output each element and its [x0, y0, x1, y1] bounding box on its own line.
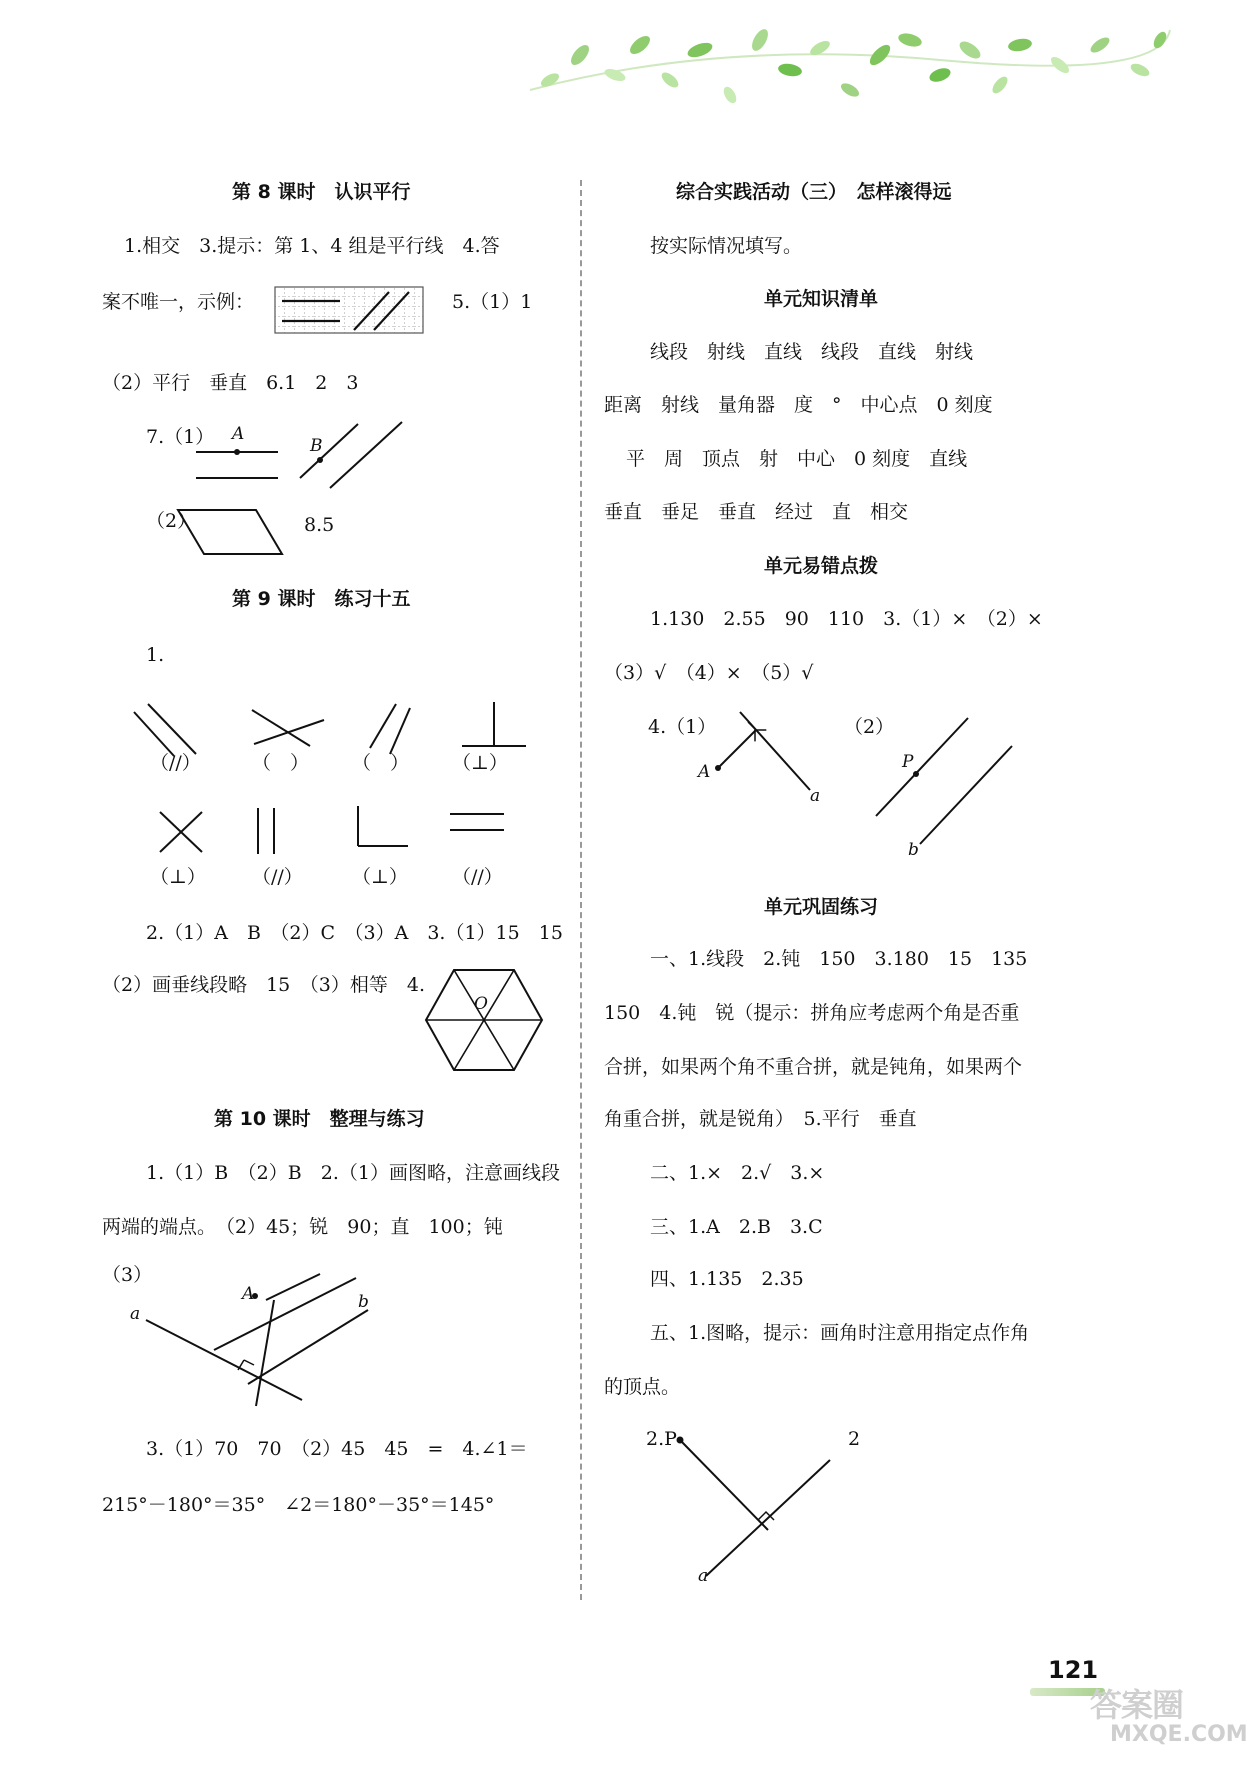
knowledge-row-1: 线段 射线 直线 线段 直线 射线 — [650, 341, 974, 363]
lesson10-line4: 3.（1）70 70 （2）45 45 = 4.∠1＝ — [146, 1438, 528, 1460]
hexagon-figure — [424, 966, 544, 1076]
q7-point-A: A — [232, 424, 245, 444]
practice-q2-number: 2 — [848, 1428, 861, 1450]
knowledge-row-2: 距离 射线 量角器 度 ° 中心点 0 刻度 — [604, 394, 993, 416]
fig-line-a: a — [130, 1304, 141, 1324]
mark-r2-1: （⊥） — [150, 866, 206, 888]
practice-line2: 150 4.钝 锐（提示：拼角应考虑两个角是否重 — [604, 1002, 1020, 1024]
mark-r1-3: （ ） — [352, 752, 410, 774]
err-point-P: P — [902, 752, 914, 772]
pair-8 — [450, 814, 504, 830]
lesson8-q7-2-label: （2） — [146, 510, 197, 532]
perpendicular-A-figure — [700, 706, 820, 806]
perpendicular-P-figure — [676, 1430, 836, 1580]
errors-q4-2: （2） — [844, 716, 895, 738]
pair-1 — [134, 704, 196, 756]
knowledge-title: 单元知识清单 — [764, 288, 879, 310]
lesson9-q1: 1. — [146, 644, 165, 666]
lesson8-line2: 案不唯一，示例： — [102, 291, 255, 313]
hexagon-center-O: O — [474, 994, 488, 1014]
errors-line1: 1.130 2.55 90 110 3.（1）× （2）× — [650, 608, 1043, 630]
lesson9-line2: 2.（1）A B （2）C （3）A 3.（1）15 15 — [146, 922, 563, 944]
fig-point-A: A — [242, 1284, 255, 1304]
mark-r2-3: （⊥） — [352, 866, 408, 888]
err-point-A: A — [698, 762, 711, 782]
knowledge-row-4: 垂直 垂足 垂直 经过 直 相交 — [604, 501, 909, 523]
column-separator — [580, 180, 582, 1600]
errors-q4-1: 4.（1） — [648, 716, 717, 738]
leaf-decoration — [520, 20, 1180, 130]
practice-line6: 三、1.A 2.B 3.C — [650, 1216, 823, 1238]
lesson8-line1: 1.相交 3.提示：第 1、4 组是平行线 4.答 — [124, 235, 500, 257]
errors-line2: （3）√ （4）× （5）√ — [604, 662, 814, 684]
q7-point-B: B — [310, 436, 323, 456]
fig-line-b: b — [358, 1292, 369, 1312]
lesson9-title: 第 9 课时 练习十五 — [232, 588, 411, 610]
mark-r1-2: （ ） — [252, 752, 310, 774]
pair-3 — [370, 704, 410, 754]
lesson8-q5: 5.（1）1 — [452, 291, 533, 313]
lesson10-line2: 两端的端点。 （2）45；锐 90；直 100；钝 — [102, 1216, 503, 1238]
page-number: 121 — [1048, 1656, 1099, 1684]
lesson8-title: 第 8 课时 认识平行 — [232, 181, 411, 203]
practice-line4: 角重合拼，就是锐角） 5.平行 垂直 — [604, 1108, 917, 1130]
pair-6 — [258, 808, 274, 854]
practice-q2-label: 2.P — [646, 1428, 677, 1450]
activity-title: 综合实践活动（三） 怎样滚得远 — [676, 181, 952, 203]
practice-line-a: a — [698, 1566, 709, 1586]
pair-5 — [160, 812, 202, 852]
practice-line8: 五、1.图略，提示：画角时注意用指定点作角 — [650, 1322, 1030, 1344]
practice-line3: 合拼，如果两个角不重合拼，就是钝角，如果两个 — [604, 1056, 1023, 1078]
pair-4 — [462, 702, 526, 746]
practice-line9: 的顶点。 — [604, 1376, 681, 1398]
mark-r1-1: （//） — [150, 752, 201, 774]
lesson10-line5: 215°－180°＝35° ∠2＝180°－35°＝145° — [102, 1494, 495, 1516]
mark-r2-4: （//） — [452, 866, 503, 888]
lesson8-q8: 8.5 — [304, 514, 335, 536]
q7-parallel-figure — [190, 420, 420, 490]
mark-r2-2: （//） — [252, 866, 303, 888]
err-line-b: b — [908, 840, 919, 860]
mark-r1-4: （⊥） — [452, 752, 508, 774]
pair-2 — [252, 710, 324, 746]
lesson10-q3-label: （3） — [102, 1264, 153, 1286]
practice-title: 单元巩固练习 — [764, 896, 879, 918]
activity-line1: 按实际情况填写。 — [650, 235, 803, 257]
perpendicular-figure — [140, 1266, 390, 1416]
lesson8-q7-label: 7.（1） — [146, 426, 215, 448]
lesson9-line3: （2）画垂线段略 15 （3）相等 4. — [102, 974, 425, 996]
lesson8-line3: （2）平行 垂直 6.1 2 3 — [102, 372, 359, 394]
errors-title: 单元易错点拨 — [764, 555, 879, 577]
parallelogram-figure — [176, 506, 286, 558]
line-pairs-figure — [120, 690, 540, 860]
parallel-grid-example — [274, 286, 424, 334]
leaf-vine-icon — [530, 27, 1170, 106]
watermark-url: MXQE.COM — [1110, 1722, 1248, 1747]
lesson10-title: 第 10 课时 整理与练习 — [214, 1108, 425, 1130]
practice-line7: 四、1.135 2.35 — [650, 1268, 804, 1290]
lesson10-line1: 1.（1）B （2）B 2.（1）画图略，注意画线段 — [146, 1162, 560, 1184]
practice-line1: 一、1.线段 2.钝 150 3.180 15 135 — [650, 948, 1028, 970]
knowledge-row-3: 平 周 顶点 射 中心 0 刻度 直线 — [626, 448, 968, 470]
parallel-P-figure — [870, 712, 1020, 852]
pair-7 — [358, 806, 408, 846]
watermark-logo: 答案圈 — [1090, 1686, 1184, 1724]
err-line-a: a — [810, 786, 821, 806]
practice-line5: 二、1.× 2.√ 3.× — [650, 1162, 825, 1184]
